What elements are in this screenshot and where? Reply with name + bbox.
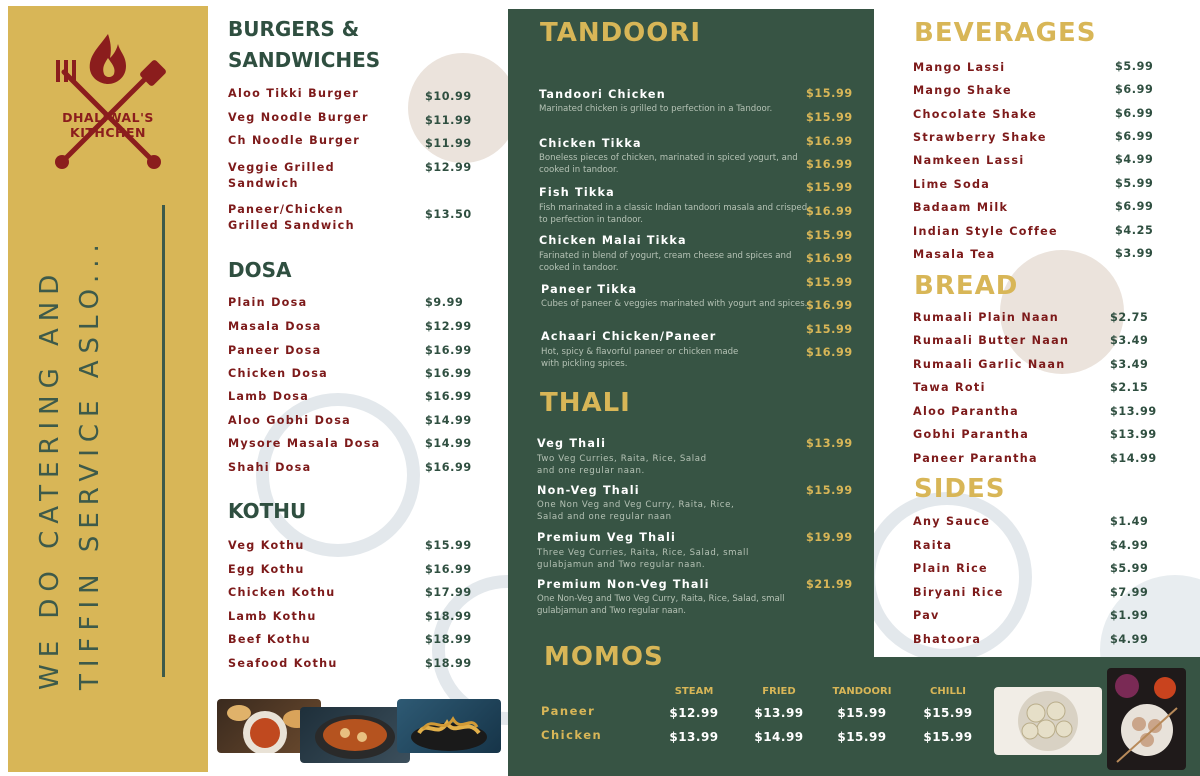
- momos-price: $15.99: [837, 706, 887, 720]
- menu-item-name: Veg Thali: [537, 437, 607, 450]
- restaurant-logo: [22, 32, 194, 172]
- menu-item-name: Rumaali Butter Naan: [913, 334, 1070, 347]
- menu-item-name: Any Sauce: [913, 515, 991, 528]
- menu-item-name: Rumaali Garlic Naan: [913, 358, 1066, 371]
- menu-item-price: $11.99: [425, 137, 472, 150]
- menu-item-price: $5.99: [1115, 60, 1154, 73]
- food-photo-momos-chutney: [1107, 668, 1186, 770]
- menu-item-price: $12.99: [425, 320, 472, 333]
- menu-item-price: $13.99: [1110, 405, 1157, 418]
- menu-item-name: Paneer Parantha: [913, 452, 1038, 465]
- menu-item-price: $6.99: [1115, 200, 1154, 213]
- menu-item-name: Bhatoora: [913, 633, 982, 646]
- food-photo-curry: [300, 707, 410, 763]
- menu-item-name: Paneer Tikka: [541, 283, 638, 296]
- menu-item-price: $16.99: [806, 299, 853, 312]
- menu-item-description: Hot, spicy & flavorful paneer or chicken made with pickling spices.: [541, 347, 739, 369]
- menu-item-price: $16.99: [806, 346, 853, 359]
- menu-item-name: Pav: [913, 609, 940, 622]
- menu-item-price: $15.99: [806, 87, 853, 100]
- menu-item-name: Premium Non-Veg Thali: [537, 578, 710, 591]
- menu-item-price: $3.99: [1115, 247, 1154, 260]
- menu-item-price: $11.99: [425, 114, 472, 127]
- menu-item-name: Mango Shake: [913, 84, 1012, 97]
- menu-item-name: Strawberry Shake: [913, 131, 1047, 144]
- momos-row-name: Paneer: [541, 704, 596, 718]
- menu-item-description: Two Veg Curries, Raita, Rice, Salad and one regular naan.: [537, 454, 707, 476]
- menu-item-description: Boneless pieces of chicken, marinated in spiced yogurt, and cooked in tandoor.: [539, 153, 798, 175]
- menu-item-price: $19.99: [806, 531, 853, 544]
- menu-item-price: $21.99: [806, 578, 853, 591]
- menu-item-price: $5.99: [1115, 177, 1154, 190]
- menu-item-description: One Non-Veg and Two Veg Curry, Raita, Rice, Salad, small gulabjamun and Two regular naan.: [537, 594, 785, 616]
- momos-price: $12.99: [669, 706, 719, 720]
- menu-item-price: $15.99: [425, 539, 472, 552]
- menu-item-price: $10.99: [425, 90, 472, 103]
- menu-item-name: Veg Noodle Burger: [228, 111, 369, 124]
- momos-price: $14.99: [754, 730, 804, 744]
- menu-item-name: Badaam Milk: [913, 201, 1009, 214]
- sides-section-title: SIDES: [914, 474, 1006, 504]
- dosa-section-title: DOSA: [228, 258, 292, 282]
- menu-item-name: Ch Noodle Burger: [228, 134, 361, 147]
- menu-item-price: $15.99: [806, 276, 853, 289]
- menu-item-name: Shahi Dosa: [228, 461, 312, 474]
- menu-item-price: $7.99: [1110, 586, 1149, 599]
- menu-item-price: $3.49: [1110, 334, 1149, 347]
- menu-item-price: $6.99: [1115, 83, 1154, 96]
- food-bowl-icon: [300, 707, 410, 763]
- momos-chutney-icon: [1107, 668, 1186, 770]
- menu-item-name: Achaari Chicken/Paneer: [541, 330, 717, 343]
- menu-item-name: Mango Lassi: [913, 61, 1006, 74]
- noodle-bowl-icon: [397, 699, 501, 753]
- thali-section-title: THALI: [540, 388, 631, 418]
- menu-item-name: Chicken Kothu: [228, 586, 336, 599]
- menu-item-price: $4.25: [1115, 224, 1154, 237]
- menu-item-price: $1.99: [1110, 609, 1149, 622]
- menu-item-price: $16.99: [806, 158, 853, 171]
- menu-item-description: Cubes of paneer & veggies marinated with yogurt and spices.: [541, 299, 808, 309]
- menu-item-price: $15.99: [806, 323, 853, 336]
- menu-item-name: Namkeen Lassi: [913, 154, 1025, 167]
- menu-item-name: Beef Kothu: [228, 633, 311, 646]
- menu-item-name: Rumaali Plain Naan: [913, 311, 1060, 324]
- momos-price: $15.99: [837, 730, 887, 744]
- menu-item-name: Mysore Masala Dosa: [228, 437, 381, 450]
- menu-item-name: Chicken Tikka: [539, 137, 642, 150]
- menu-item-name: Egg Kothu: [228, 563, 305, 576]
- menu-item-price: $16.99: [425, 344, 472, 357]
- menu-item-name: Masala Dosa: [228, 320, 322, 333]
- menu-item-name: Masala Tea: [913, 248, 996, 261]
- menu-item-price: $2.15: [1110, 381, 1149, 394]
- momos-price: $15.99: [923, 730, 973, 744]
- momos-section-title: MOMOS: [544, 642, 664, 672]
- menu-item-name: Lamb Kothu: [228, 610, 317, 623]
- menu-item-name: Paneer/Chicken Grilled Sandwich: [228, 203, 355, 232]
- menu-item-name: Biryani Rice: [913, 586, 1004, 599]
- menu-item-price: $16.99: [425, 461, 472, 474]
- menu-item-name: Premium Veg Thali: [537, 531, 677, 544]
- menu-item-name: Chocolate Shake: [913, 108, 1038, 121]
- menu-item-price: $6.99: [1115, 107, 1154, 120]
- momos-price: $13.99: [669, 730, 719, 744]
- food-photo-momos-plate: [994, 687, 1102, 755]
- menu-item-price: $9.99: [425, 296, 464, 309]
- menu-item-name: Plain Rice: [913, 562, 988, 575]
- menu-item-description: Farinated in blend of yogurt, cream cheese and spices and cooked in tandoor.: [539, 251, 792, 273]
- menu-item-name: Veggie Grilled Sandwich: [228, 161, 335, 190]
- burgers-section-title: BURGERS & SANDWICHES: [228, 17, 381, 72]
- momos-column-header: TANDOORI: [832, 686, 892, 697]
- menu-item-price: $15.99: [806, 484, 853, 497]
- bread-section-title: BREAD: [914, 271, 1019, 301]
- menu-item-price: $15.99: [806, 181, 853, 194]
- menu-item-description: One Non Veg and Veg Curry, Raita, Rice, Salad and one regular naan: [537, 500, 735, 522]
- menu-item-price: $13.50: [425, 208, 472, 221]
- menu-item-description: Fish marinated in a classic Indian tandoori masala and crisped to perfection in tandoor.: [539, 203, 808, 225]
- menu-item-name: Gobhi Parantha: [913, 428, 1030, 441]
- menu-item-name: Aloo Gobhi Dosa: [228, 414, 352, 427]
- menu-item-price: $14.99: [1110, 452, 1157, 465]
- menu-item-price: $17.99: [425, 586, 472, 599]
- menu-item-name: Veg Kothu: [228, 539, 305, 552]
- menu-item-price: $13.99: [1110, 428, 1157, 441]
- momos-price: $15.99: [923, 706, 973, 720]
- menu-item-name: Indian Style Coffee: [913, 225, 1058, 238]
- catering-tagline: [30, 200, 110, 690]
- menu-item-name: Lamb Dosa: [228, 390, 310, 403]
- kothu-section-title: KOTHU: [228, 499, 307, 523]
- tagline-line-2: TIFFIN SERVICE ASLO...: [75, 237, 105, 690]
- menu-item-price: $1.49: [1110, 515, 1149, 528]
- menu-item-price: $16.99: [806, 205, 853, 218]
- tandoori-section-title: TANDOORI: [540, 18, 702, 48]
- momos-column-header: FRIED: [762, 686, 796, 697]
- momos-icon: [994, 687, 1102, 755]
- menu-item-price: $16.99: [806, 135, 853, 148]
- menu-item-name: Tandoori Chicken: [539, 88, 666, 101]
- menu-item-name: Aloo Tikki Burger: [228, 87, 360, 100]
- tagline-line-1: WE DO CATERING AND: [35, 267, 65, 690]
- flame-fork-spatula-icon: [22, 32, 194, 172]
- vertical-divider: [162, 205, 165, 677]
- momos-price: $13.99: [754, 706, 804, 720]
- menu-item-name: Tawa Roti: [913, 381, 986, 394]
- momos-row-name: Chicken: [541, 728, 603, 742]
- menu-item-name: Lime Soda: [913, 178, 991, 191]
- menu-item-name: Paneer Dosa: [228, 344, 322, 357]
- menu-item-price: $4.99: [1110, 633, 1149, 646]
- menu-item-price: $6.99: [1115, 130, 1154, 143]
- menu-item-name: Fish Tikka: [539, 186, 615, 199]
- menu-item-price: $3.49: [1110, 358, 1149, 371]
- menu-item-price: $16.99: [425, 390, 472, 403]
- menu-item-price: $16.99: [806, 252, 853, 265]
- menu-item-price: $4.99: [1115, 153, 1154, 166]
- menu-item-price: $15.99: [806, 229, 853, 242]
- menu-item-name: Non-Veg Thali: [537, 484, 640, 497]
- menu-item-name: Seafood Kothu: [228, 657, 338, 670]
- menu-item-description: Three Veg Curries, Raita, Rice, Salad, small gulabjamun and Two regular naan.: [537, 548, 749, 570]
- brand-name: DHALIWAL'S KITHCHEN: [62, 110, 154, 140]
- menu-item-price: $4.99: [1110, 539, 1149, 552]
- menu-item-price: $5.99: [1110, 562, 1149, 575]
- beverages-section-title: BEVERAGES: [914, 18, 1097, 48]
- menu-item-name: Raita: [913, 539, 953, 552]
- menu-item-price: $12.99: [425, 161, 472, 174]
- menu-item-name: Chicken Dosa: [228, 367, 329, 380]
- menu-item-price: $2.75: [1110, 311, 1149, 324]
- menu-item-price: $14.99: [425, 414, 472, 427]
- menu-item-price: $15.99: [806, 111, 853, 124]
- menu-item-name: Plain Dosa: [228, 296, 308, 309]
- menu-item-price: $18.99: [425, 657, 472, 670]
- menu-item-price: $16.99: [425, 563, 472, 576]
- menu-item-price: $14.99: [425, 437, 472, 450]
- menu-item-name: Chicken Malai Tikka: [539, 234, 687, 247]
- menu-item-name: Aloo Parantha: [913, 405, 1020, 418]
- menu-item-price: $18.99: [425, 633, 472, 646]
- menu-item-price: $18.99: [425, 610, 472, 623]
- momos-column-header: STEAM: [674, 686, 714, 697]
- menu-item-price: $13.99: [806, 437, 853, 450]
- menu-item-description: Marinated chicken is grilled to perfection in a Tandoor.: [539, 104, 773, 114]
- menu-item-price: $16.99: [425, 367, 472, 380]
- momos-column-header: CHILLI: [930, 686, 966, 697]
- food-photo-noodles: [397, 699, 501, 753]
